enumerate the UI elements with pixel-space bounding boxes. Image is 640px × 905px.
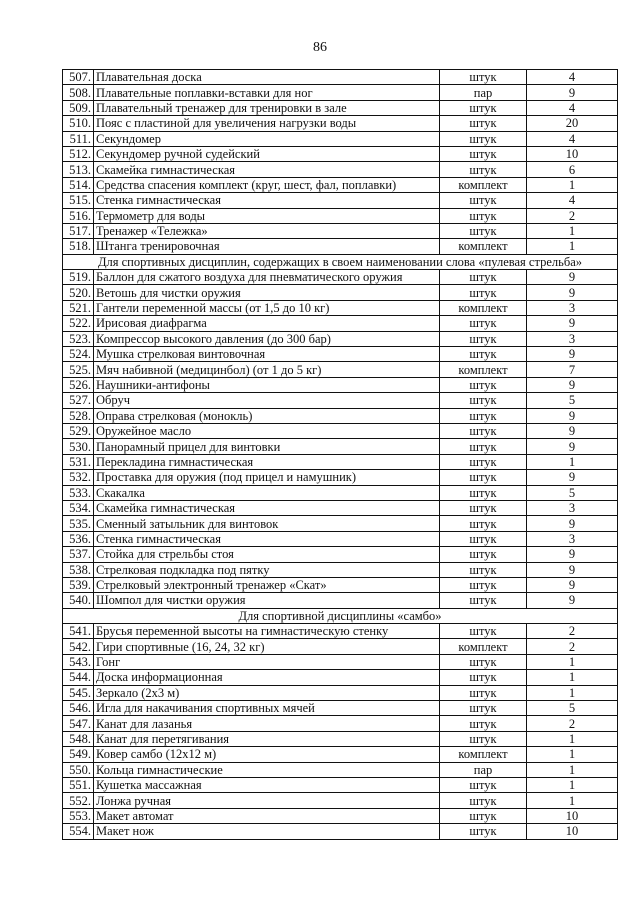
item-name: Ветошь для чистки оружия <box>94 285 440 300</box>
quantity: 2 <box>527 639 618 654</box>
item-name: Тренажер «Тележка» <box>94 223 440 238</box>
row-number: 524. <box>63 347 94 362</box>
item-name: Стрелковый электронный тренажер «Скат» <box>94 577 440 592</box>
unit-of-measure: штук <box>440 116 527 131</box>
item-name: Ирисовая диафрагма <box>94 316 440 331</box>
row-number: 533. <box>63 485 94 500</box>
item-name: Средства спасения комплект (круг, шест, фал, поплавки) <box>94 177 440 192</box>
row-number: 509. <box>63 100 94 115</box>
item-name: Зеркало (2x3 м) <box>94 685 440 700</box>
table-row <box>63 239 618 254</box>
unit-of-measure: штук <box>440 470 527 485</box>
quantity: 5 <box>527 485 618 500</box>
quantity: 2 <box>527 208 618 223</box>
quantity: 1 <box>527 454 618 469</box>
row-number: 542. <box>63 639 94 654</box>
quantity: 9 <box>527 470 618 485</box>
unit-of-measure: штук <box>440 393 527 408</box>
unit-of-measure: штук <box>440 146 527 161</box>
item-name: Пояс с пластиной для увеличения нагрузки воды <box>94 116 440 131</box>
table-row <box>63 270 618 285</box>
table-row <box>63 439 618 454</box>
quantity: 9 <box>527 347 618 362</box>
unit-of-measure: штук <box>440 577 527 592</box>
row-number: 545. <box>63 685 94 700</box>
table-row <box>63 146 618 161</box>
table-row <box>63 824 618 839</box>
item-name: Скамейка гимнастическая <box>94 500 440 515</box>
item-name: Обруч <box>94 393 440 408</box>
item-name: Стрелковая подкладка под пятку <box>94 562 440 577</box>
table-row <box>63 485 618 500</box>
quantity: 9 <box>527 377 618 392</box>
unit-of-measure: штук <box>440 208 527 223</box>
item-name: Секундомер ручной судейский <box>94 146 440 161</box>
quantity: 10 <box>527 808 618 823</box>
item-name: Стойка для стрельбы стоя <box>94 547 440 562</box>
quantity: 4 <box>527 131 618 146</box>
unit-of-measure: штук <box>440 131 527 146</box>
quantity: 4 <box>527 193 618 208</box>
row-number: 530. <box>63 439 94 454</box>
quantity: 9 <box>527 577 618 592</box>
unit-of-measure: штук <box>440 731 527 746</box>
table-row <box>63 731 618 746</box>
quantity: 1 <box>527 793 618 808</box>
row-number: 539. <box>63 577 94 592</box>
unit-of-measure: штук <box>440 670 527 685</box>
quantity: 9 <box>527 423 618 438</box>
row-number: 518. <box>63 239 94 254</box>
table-row <box>63 423 618 438</box>
table-row <box>63 500 618 515</box>
table-row <box>63 85 618 100</box>
item-name: Плавательный тренажер для тренировки в зале <box>94 100 440 115</box>
table-row <box>63 547 618 562</box>
row-number: 544. <box>63 670 94 685</box>
row-number: 532. <box>63 470 94 485</box>
row-number: 527. <box>63 393 94 408</box>
unit-of-measure: комплект <box>440 300 527 315</box>
item-name: Шомпол для чистки оружия <box>94 593 440 608</box>
table-row <box>63 285 618 300</box>
row-number: 523. <box>63 331 94 346</box>
table-row <box>63 593 618 608</box>
item-name: Гири спортивные (16, 24, 32 кг) <box>94 639 440 654</box>
row-number: 554. <box>63 824 94 839</box>
unit-of-measure: штук <box>440 285 527 300</box>
row-number: 540. <box>63 593 94 608</box>
table-row <box>63 162 618 177</box>
quantity: 9 <box>527 562 618 577</box>
item-name: Термометр для воды <box>94 208 440 223</box>
row-number: 507. <box>63 70 94 85</box>
quantity: 20 <box>527 116 618 131</box>
item-name: Игла для накачивания спортивных мячей <box>94 701 440 716</box>
item-name: Канат для перетягивания <box>94 731 440 746</box>
quantity: 1 <box>527 685 618 700</box>
row-number: 525. <box>63 362 94 377</box>
quantity: 1 <box>527 223 618 238</box>
table-row <box>63 116 618 131</box>
unit-of-measure: штук <box>440 531 527 546</box>
table-row <box>63 793 618 808</box>
quantity: 4 <box>527 70 618 85</box>
row-number: 546. <box>63 701 94 716</box>
item-name: Наушники-антифоны <box>94 377 440 392</box>
row-number: 522. <box>63 316 94 331</box>
unit-of-measure: штук <box>440 423 527 438</box>
row-number: 513. <box>63 162 94 177</box>
row-number: 520. <box>63 285 94 300</box>
quantity: 1 <box>527 177 618 192</box>
table-row <box>63 777 618 792</box>
quantity: 1 <box>527 777 618 792</box>
row-number: 547. <box>63 716 94 731</box>
unit-of-measure: штук <box>440 824 527 839</box>
quantity: 2 <box>527 624 618 639</box>
item-name: Кушетка массажная <box>94 777 440 792</box>
item-name: Баллон для сжатого воздуха для пневматического оружия <box>94 270 440 285</box>
unit-of-measure: комплект <box>440 362 527 377</box>
table-row <box>63 808 618 823</box>
unit-of-measure: штук <box>440 777 527 792</box>
row-number: 550. <box>63 762 94 777</box>
quantity: 3 <box>527 300 618 315</box>
unit-of-measure: штук <box>440 377 527 392</box>
item-name: Гонг <box>94 654 440 669</box>
unit-of-measure: штук <box>440 316 527 331</box>
unit-of-measure: штук <box>440 685 527 700</box>
item-name: Кольца гимнастические <box>94 762 440 777</box>
quantity: 4 <box>527 100 618 115</box>
table-row <box>63 70 618 85</box>
item-name: Лонжа ручная <box>94 793 440 808</box>
table-row <box>63 762 618 777</box>
row-number: 517. <box>63 223 94 238</box>
table-row <box>63 362 618 377</box>
quantity: 6 <box>527 162 618 177</box>
item-name: Макет автомат <box>94 808 440 823</box>
unit-of-measure: пар <box>440 85 527 100</box>
row-number: 543. <box>63 654 94 669</box>
table-row <box>63 100 618 115</box>
row-number: 538. <box>63 562 94 577</box>
row-number: 531. <box>63 454 94 469</box>
unit-of-measure: штук <box>440 454 527 469</box>
quantity: 9 <box>527 408 618 423</box>
item-name: Перекладина гимнастическая <box>94 454 440 469</box>
row-number: 515. <box>63 193 94 208</box>
row-number: 537. <box>63 547 94 562</box>
table-row <box>63 562 618 577</box>
section-header-row <box>63 608 618 623</box>
quantity: 9 <box>527 516 618 531</box>
page-number: 86 <box>313 40 327 55</box>
unit-of-measure: штук <box>440 70 527 85</box>
item-name: Компрессор высокого давления (до 300 бар) <box>94 331 440 346</box>
table-row <box>63 393 618 408</box>
table-row <box>63 670 618 685</box>
table-row <box>63 701 618 716</box>
quantity: 9 <box>527 270 618 285</box>
row-number: 526. <box>63 377 94 392</box>
item-name: Плавательные поплавки-вставки для ног <box>94 85 440 100</box>
unit-of-measure: штук <box>440 162 527 177</box>
row-number: 511. <box>63 131 94 146</box>
table-row <box>63 331 618 346</box>
quantity: 1 <box>527 747 618 762</box>
unit-of-measure: штук <box>440 624 527 639</box>
row-number: 549. <box>63 747 94 762</box>
item-name: Стенка гимнастическая <box>94 531 440 546</box>
unit-of-measure: штук <box>440 701 527 716</box>
row-number: 548. <box>63 731 94 746</box>
table-row <box>63 131 618 146</box>
section-title: Для спортивных дисциплин, содержащих в своем наименовании слова «пулевая стрельба» <box>63 254 618 269</box>
table-row <box>63 300 618 315</box>
table-row <box>63 531 618 546</box>
row-number: 541. <box>63 624 94 639</box>
table-row <box>63 316 618 331</box>
item-name: Оправа стрелковая (монокль) <box>94 408 440 423</box>
quantity: 9 <box>527 547 618 562</box>
item-name: Секундомер <box>94 131 440 146</box>
quantity: 1 <box>527 654 618 669</box>
row-number: 552. <box>63 793 94 808</box>
unit-of-measure: штук <box>440 193 527 208</box>
table-row <box>63 685 618 700</box>
unit-of-measure: штук <box>440 654 527 669</box>
unit-of-measure: пар <box>440 762 527 777</box>
unit-of-measure: штук <box>440 270 527 285</box>
unit-of-measure: комплект <box>440 747 527 762</box>
table-row <box>63 654 618 669</box>
table-row <box>63 716 618 731</box>
quantity: 1 <box>527 239 618 254</box>
unit-of-measure: штук <box>440 223 527 238</box>
table-row <box>63 624 618 639</box>
table-row <box>63 223 618 238</box>
table-row <box>63 747 618 762</box>
quantity: 10 <box>527 824 618 839</box>
section-title: Для спортивной дисциплины «самбо» <box>63 608 618 623</box>
item-name: Сменный затыльник для винтовок <box>94 516 440 531</box>
table-row <box>63 208 618 223</box>
quantity: 3 <box>527 531 618 546</box>
row-number: 535. <box>63 516 94 531</box>
equipment-table <box>62 69 618 840</box>
quantity: 1 <box>527 762 618 777</box>
unit-of-measure: штук <box>440 593 527 608</box>
row-number: 553. <box>63 808 94 823</box>
item-name: Плавательная доска <box>94 70 440 85</box>
item-name: Скамейка гимнастическая <box>94 162 440 177</box>
unit-of-measure: штук <box>440 716 527 731</box>
item-name: Мяч набивной (медицинбол) (от 1 до 5 кг) <box>94 362 440 377</box>
item-name: Стенка гимнастическая <box>94 193 440 208</box>
table-row <box>63 193 618 208</box>
row-number: 512. <box>63 146 94 161</box>
quantity: 5 <box>527 701 618 716</box>
quantity: 9 <box>527 85 618 100</box>
quantity: 10 <box>527 146 618 161</box>
item-name: Оружейное масло <box>94 423 440 438</box>
quantity: 3 <box>527 331 618 346</box>
unit-of-measure: штук <box>440 808 527 823</box>
row-number: 529. <box>63 423 94 438</box>
row-number: 510. <box>63 116 94 131</box>
row-number: 514. <box>63 177 94 192</box>
unit-of-measure: штук <box>440 793 527 808</box>
item-name: Штанга тренировочная <box>94 239 440 254</box>
unit-of-measure: комплект <box>440 639 527 654</box>
unit-of-measure: штук <box>440 547 527 562</box>
unit-of-measure: штук <box>440 500 527 515</box>
unit-of-measure: штук <box>440 562 527 577</box>
unit-of-measure: штук <box>440 485 527 500</box>
unit-of-measure: штук <box>440 347 527 362</box>
quantity: 2 <box>527 716 618 731</box>
table-row <box>63 177 618 192</box>
table-row <box>63 347 618 362</box>
quantity: 9 <box>527 593 618 608</box>
item-name: Скакалка <box>94 485 440 500</box>
table-row <box>63 408 618 423</box>
item-name: Гантели переменной массы (от 1,5 до 10 кг) <box>94 300 440 315</box>
unit-of-measure: штук <box>440 408 527 423</box>
item-name: Проставка для оружия (под прицел и намушник) <box>94 470 440 485</box>
quantity: 9 <box>527 439 618 454</box>
item-name: Ковер самбо (12x12 м) <box>94 747 440 762</box>
table-row <box>63 377 618 392</box>
unit-of-measure: штук <box>440 331 527 346</box>
table-row <box>63 470 618 485</box>
row-number: 516. <box>63 208 94 223</box>
unit-of-measure: комплект <box>440 239 527 254</box>
row-number: 519. <box>63 270 94 285</box>
unit-of-measure: штук <box>440 439 527 454</box>
section-header-row <box>63 254 618 269</box>
quantity: 3 <box>527 500 618 515</box>
table-row <box>63 516 618 531</box>
item-name: Панорамный прицел для винтовки <box>94 439 440 454</box>
item-name: Доска информационная <box>94 670 440 685</box>
unit-of-measure: штук <box>440 516 527 531</box>
quantity: 1 <box>527 731 618 746</box>
item-name: Брусья переменной высоты на гимнастическую стенку <box>94 624 440 639</box>
row-number: 536. <box>63 531 94 546</box>
quantity: 7 <box>527 362 618 377</box>
quantity: 9 <box>527 285 618 300</box>
table-row <box>63 454 618 469</box>
row-number: 551. <box>63 777 94 792</box>
unit-of-measure: комплект <box>440 177 527 192</box>
row-number: 521. <box>63 300 94 315</box>
item-name: Канат для лазанья <box>94 716 440 731</box>
table-row <box>63 577 618 592</box>
row-number: 528. <box>63 408 94 423</box>
unit-of-measure: штук <box>440 100 527 115</box>
row-number: 534. <box>63 500 94 515</box>
quantity: 1 <box>527 670 618 685</box>
quantity: 5 <box>527 393 618 408</box>
item-name: Мушка стрелковая винтовочная <box>94 347 440 362</box>
equipment-table-body <box>63 70 618 840</box>
quantity: 9 <box>527 316 618 331</box>
item-name: Макет нож <box>94 824 440 839</box>
row-number: 508. <box>63 85 94 100</box>
table-row <box>63 639 618 654</box>
